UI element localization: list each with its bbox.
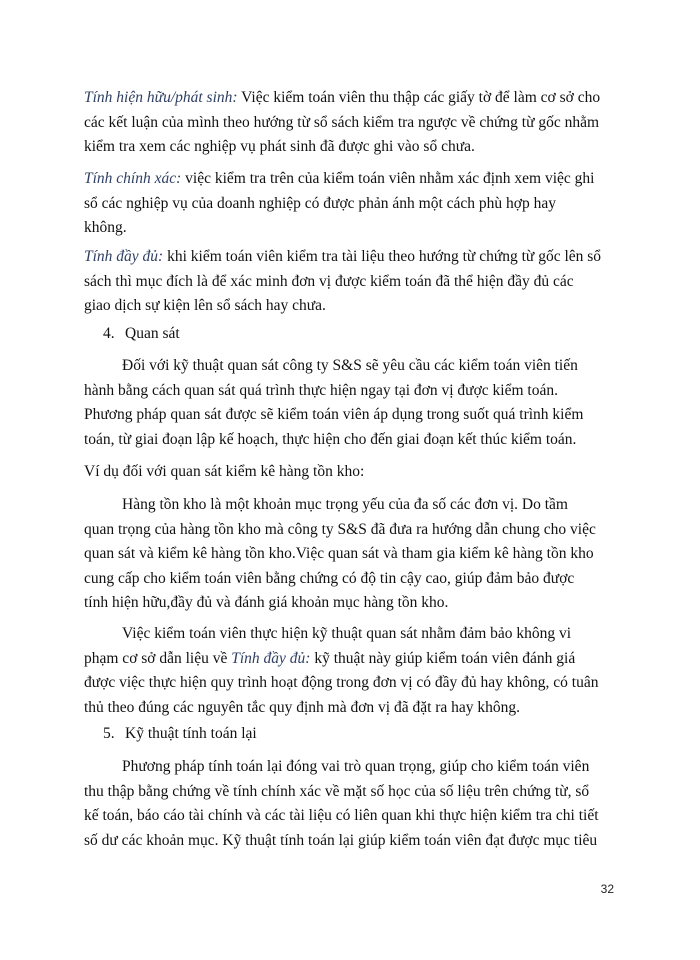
paragraph-line: các kết luận của mình theo hướng từ sổ sách kiểm tra ngược về chứng từ gốc nhằm (84, 113, 600, 131)
section-heading-recalculation (103, 722, 257, 746)
term-accuracy: Tính chính xác: (84, 170, 182, 187)
term-completeness: Tính đầy đủ: (84, 248, 164, 265)
paragraph-line: số dư các khoản mục. Kỹ thuật tính toán lại giúp kiểm toán viên đạt được mục tiêu (84, 831, 598, 849)
paragraph-line: kế toán, báo cáo tài chính và các tài liệu có liên quan khi thực hiện kiểm tra chi tiết (84, 807, 599, 824)
paragraph-line: toán, từ giai đoạn lập kế hoạch, thực hiện cho đến giai đoạn kết thúc kiểm toán. (84, 430, 577, 448)
paragraph-line: sách thì mục đích là để xác minh đơn vị được kiểm toán đã thể hiện đầy đủ các (84, 272, 574, 290)
paragraph-line: Phương pháp quan sát được sẽ kiểm toán viên áp dụng trong suốt quá trình kiểm (84, 406, 584, 423)
paragraph-line (84, 86, 624, 111)
paragraph-line (84, 167, 624, 192)
paragraph-line: tính hiện hữu,đầy đủ và đánh giá khoản mục hàng tồn kho. (84, 594, 449, 611)
paragraph-line: được việc thực hiện quy trình hoạt động trong đơn vị có đầy đủ hay không, có tuân (84, 674, 599, 691)
paragraph-line: kiểm tra xem các nghiệp vụ phát sinh đã được ghi vào sổ chưa. (84, 138, 475, 155)
paragraph-recalculation (84, 755, 624, 853)
paragraph-inventory (84, 493, 624, 616)
text-span: phạm cơ sở dẫn liệu về (84, 649, 232, 667)
paragraph-observation-intro (84, 354, 624, 452)
paragraph-accuracy (84, 167, 624, 241)
paragraph-line (84, 647, 624, 672)
text-span: kỹ thuật này giúp kiểm toán viên đánh giá (310, 649, 576, 667)
paragraph-line: sổ các nghiệp vụ của doanh nghiệp có được phản ánh một cách phù hợp hay (84, 194, 557, 212)
paragraph-line: không. (84, 219, 127, 236)
section-number: 5. (103, 725, 115, 742)
page-number: 32 (600, 882, 614, 896)
text-span: việc kiểm tra trên của kiểm toán viên nhằm xác định xem việc ghi (181, 170, 595, 187)
section-number: 4. (103, 325, 115, 342)
paragraph-line: Việc kiểm toán viên thực hiện kỹ thuật quan sát nhằm đảm bảo không vi (122, 625, 572, 642)
paragraph-line (84, 245, 624, 270)
paragraph-line: Ví dụ đối với quan sát kiểm kê hàng tồn kho: (84, 463, 365, 480)
paragraph-example (84, 460, 624, 485)
paragraph-line: quan sát và kiểm kê hàng tồn kho.Việc quan sát và tham gia kiểm kê hàng tồn kho (84, 545, 594, 562)
term-completeness-inline: Tính đầy đủ: (231, 649, 311, 667)
paragraph-line: Đối với kỹ thuật quan sát công ty S&S sẽ yêu cầu các kiểm toán viên tiến (122, 357, 578, 374)
section-title: Kỹ thuật tính toán lại (125, 725, 257, 742)
paragraph-line: quan trọng của hàng tồn kho mà công ty S&S đã đưa ra hướng dẫn chung cho việc (84, 520, 596, 538)
section-title: Quan sát (125, 325, 180, 342)
paragraph-existence (84, 86, 624, 160)
paragraph-completeness (84, 245, 624, 319)
text-span: Việc kiểm toán viên thu thập các giấy tờ để làm cơ sở cho (237, 89, 601, 106)
section-heading-observation (103, 322, 180, 346)
paragraph-line: Hàng tồn kho là một khoản mục trọng yếu của đa số các đơn vị. Do tầm (122, 496, 568, 513)
term-existence: Tính hiện hữu/phát sinh: (84, 89, 238, 106)
paragraph-line: thu thập bằng chứng về tính chính xác về mặt số học của số liệu trên chứng từ, sổ (84, 782, 590, 800)
paragraph-observation-assertion (84, 622, 624, 720)
paragraph-line: thủ theo đúng các nguyên tắc quy định mà đơn vị đã đặt ra hay không. (84, 698, 521, 716)
paragraph-line: giao dịch sự kiện lên sổ sách hay chưa. (84, 297, 326, 314)
text-span: khi kiểm toán viên kiểm tra tài liệu theo hướng từ chứng từ gốc lên sổ (163, 248, 602, 265)
paragraph-line: Phương pháp tính toán lại đóng vai trò quan trọng, giúp cho kiểm toán viên (122, 758, 590, 775)
paragraph-line: cung cấp cho kiểm toán viên bằng chứng có độ tin cậy cao, giúp đảm bảo được (84, 569, 575, 587)
paragraph-line: hành bằng cách quan sát quá trình thực hiện ngay tại đơn vị được kiểm toán. (84, 381, 558, 399)
